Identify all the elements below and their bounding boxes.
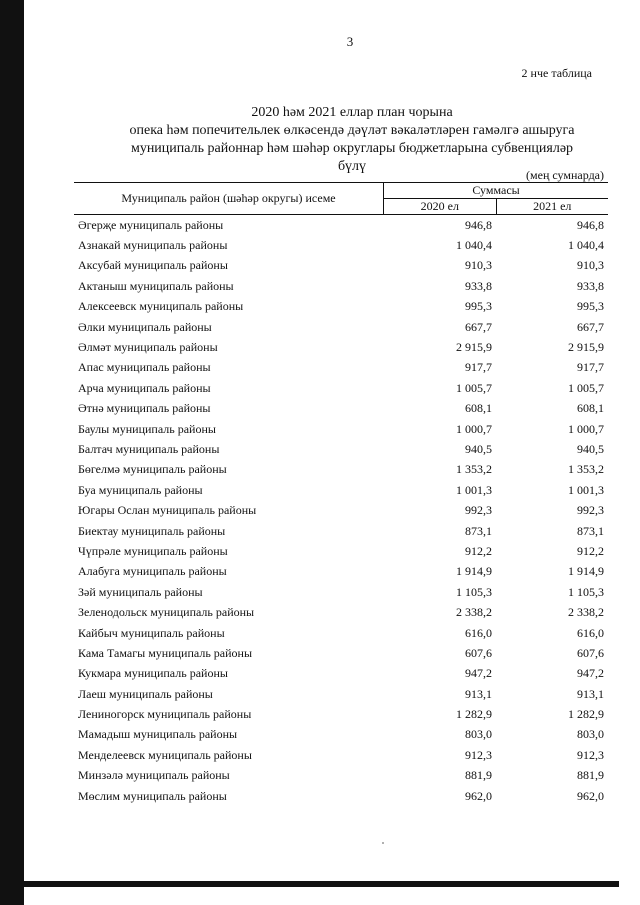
table-row bbox=[74, 215, 608, 236]
amount-2021-cell: 873,1 bbox=[577, 523, 604, 538]
amount-2020-cell: 995,3 bbox=[465, 299, 493, 314]
amount-2021-cell: 917,7 bbox=[577, 360, 604, 375]
district-name-cell: Буа муниципаль районы bbox=[78, 482, 203, 497]
table-row bbox=[74, 602, 608, 622]
amount-2021-cell: 1 005,7 bbox=[568, 380, 604, 395]
amount-2021-cell: 913,1 bbox=[577, 686, 604, 701]
table-row bbox=[74, 541, 608, 561]
table-row bbox=[74, 378, 608, 398]
district-name-cell: Кукмара муниципаль районы bbox=[78, 666, 228, 681]
amount-2021-cell: 910,3 bbox=[577, 258, 604, 273]
amount-2021-cell: 933,8 bbox=[577, 278, 604, 293]
district-name-cell: Бөгелмә муниципаль районы bbox=[78, 462, 227, 477]
district-name-cell: Кама Тамагы муниципаль районы bbox=[78, 645, 253, 660]
amount-2020-cell: 1 914,9 bbox=[456, 564, 493, 579]
table-row bbox=[74, 582, 608, 602]
district-name-cell: Әгерҗе муниципаль районы bbox=[78, 217, 224, 232]
table-row bbox=[74, 745, 608, 765]
table-row bbox=[74, 664, 608, 684]
document-title bbox=[92, 104, 612, 176]
district-name-cell: Биектау муниципаль районы bbox=[78, 523, 226, 538]
district-name-cell: Алексеевск муниципаль районы bbox=[78, 299, 244, 314]
district-name-cell: Актаныш муниципаль районы bbox=[78, 278, 234, 293]
amount-2020-cell: 912,3 bbox=[465, 747, 493, 762]
amount-2021-cell: 1 040,4 bbox=[568, 238, 604, 253]
table-row bbox=[74, 623, 608, 643]
amount-2021-cell: 947,2 bbox=[577, 666, 604, 681]
title-line: 2020 һәм 2021 еллар план чорына bbox=[251, 105, 453, 120]
table-row bbox=[74, 704, 608, 724]
amount-2020-cell: 873,1 bbox=[465, 523, 493, 538]
table-row bbox=[74, 500, 608, 520]
amount-2020-cell: 962,0 bbox=[465, 788, 493, 803]
district-name-cell: Мамадыш муниципаль районы bbox=[78, 727, 238, 742]
amount-2021-cell: 992,3 bbox=[577, 503, 604, 518]
amount-2021-cell: 912,2 bbox=[577, 543, 604, 558]
title-line: муниципаль районнар һәм шәһәр округлары бюджетларына субвенцияләр bbox=[130, 141, 574, 156]
amount-2020-cell: 1 282,9 bbox=[456, 707, 493, 722]
amount-2021-cell: 667,7 bbox=[577, 319, 604, 334]
district-name-cell: Лаеш муниципаль районы bbox=[78, 686, 213, 701]
amount-2020-cell: 2 915,9 bbox=[456, 340, 493, 355]
table-row bbox=[74, 399, 608, 419]
amount-2021-cell: 1 000,7 bbox=[568, 421, 604, 436]
amount-2020-cell: 913,1 bbox=[465, 686, 493, 701]
scan-artifact bbox=[382, 842, 384, 844]
table-row bbox=[74, 643, 608, 663]
header-year-2021: 2021 ел bbox=[496, 199, 608, 215]
district-name-cell: Баулы муниципаль районы bbox=[78, 421, 216, 436]
amount-2021-cell: 2 915,9 bbox=[568, 340, 604, 355]
district-name-cell: Мөслим муниципаль районы bbox=[78, 788, 227, 803]
table-row bbox=[74, 725, 608, 745]
amount-2020-cell: 803,0 bbox=[465, 727, 493, 742]
amount-2021-cell: 1 353,2 bbox=[568, 462, 604, 477]
scan-border-left bbox=[0, 0, 24, 905]
table-row bbox=[74, 256, 608, 276]
district-name-cell: Әлмәт муниципаль районы bbox=[78, 340, 218, 355]
table-row bbox=[74, 766, 608, 786]
amount-2020-cell: 667,7 bbox=[465, 319, 493, 334]
header-amount: Суммасы bbox=[384, 183, 608, 199]
district-name-cell: Әтнә муниципаль районы bbox=[78, 401, 211, 416]
district-name-cell: Арча муниципаль районы bbox=[78, 380, 211, 395]
table-row bbox=[74, 439, 608, 459]
district-name-cell: Аксубай муниципаль районы bbox=[78, 258, 228, 273]
amount-2021-cell: 912,3 bbox=[577, 747, 604, 762]
table-row bbox=[74, 419, 608, 439]
amount-2020-cell: 1 105,3 bbox=[456, 584, 493, 599]
amount-2020-cell: 1 001,3 bbox=[456, 482, 493, 497]
amount-2020-cell: 1 000,7 bbox=[456, 421, 493, 436]
amount-2021-cell: 1 282,9 bbox=[568, 707, 604, 722]
units-note: (мең сумнарда) bbox=[526, 168, 604, 182]
table-body bbox=[74, 215, 608, 807]
district-name-cell: Югары Ослан муниципаль районы bbox=[78, 503, 257, 518]
amount-2021-cell: 616,0 bbox=[577, 625, 604, 640]
amount-2020-cell: 608,1 bbox=[465, 401, 493, 416]
amount-2021-cell: 1 001,3 bbox=[568, 482, 604, 497]
district-name-cell: Әлки муниципаль районы bbox=[78, 319, 212, 334]
amount-2021-cell: 608,1 bbox=[577, 401, 604, 416]
amount-2021-cell: 803,0 bbox=[577, 727, 604, 742]
district-name-cell: Апас муниципаль районы bbox=[78, 360, 211, 375]
district-name-cell: Кайбыч муниципаль районы bbox=[78, 625, 225, 640]
amount-2021-cell: 962,0 bbox=[577, 788, 604, 803]
header-year-2020: 2020 ел bbox=[384, 199, 496, 215]
table-number-label: 2 нче таблица bbox=[521, 66, 592, 80]
table-row bbox=[74, 521, 608, 541]
district-name-cell: Зәй муниципаль районы bbox=[78, 584, 203, 599]
amount-2021-cell: 881,9 bbox=[577, 768, 604, 783]
amount-2021-cell: 2 338,2 bbox=[568, 605, 604, 620]
title-line: опека һәм попечительлек өлкәсендә дәүләт вәкаләтләрен гамәлгә ашыруга bbox=[129, 123, 575, 138]
amount-2020-cell: 917,7 bbox=[465, 360, 493, 375]
table-row bbox=[74, 276, 608, 296]
amount-2020-cell: 2 338,2 bbox=[456, 605, 493, 620]
table-row bbox=[74, 337, 608, 357]
amount-2020-cell: 946,8 bbox=[465, 217, 493, 232]
district-name-cell: Азнакай муниципаль районы bbox=[78, 238, 228, 253]
district-name-cell: Лениногорск муниципаль районы bbox=[78, 707, 252, 722]
table-row bbox=[74, 235, 608, 255]
amount-2020-cell: 912,2 bbox=[465, 543, 493, 558]
amount-2021-cell: 946,8 bbox=[577, 217, 604, 232]
district-name-cell: Алабуга муниципаль районы bbox=[78, 564, 227, 579]
amount-2020-cell: 1 353,2 bbox=[456, 462, 493, 477]
district-name-cell: Зеленодольск муниципаль районы bbox=[78, 605, 255, 620]
table-row bbox=[74, 786, 608, 806]
amount-2020-cell: 1 040,4 bbox=[456, 238, 493, 253]
amount-2020-cell: 607,6 bbox=[465, 645, 493, 660]
district-name-cell: Чүпрәле муниципаль районы bbox=[78, 543, 228, 558]
subvention-table bbox=[74, 182, 608, 806]
amount-2020-cell: 947,2 bbox=[465, 666, 493, 681]
table-row bbox=[74, 358, 608, 378]
table-row bbox=[74, 684, 608, 704]
amount-2020-cell: 933,8 bbox=[465, 278, 493, 293]
table-row bbox=[74, 297, 608, 317]
amount-2020-cell: 881,9 bbox=[465, 768, 493, 783]
district-name-cell: Менделеевск муниципаль районы bbox=[78, 747, 252, 762]
amount-2021-cell: 995,3 bbox=[577, 299, 604, 314]
district-name-cell: Балтач муниципаль районы bbox=[78, 441, 220, 456]
amount-2021-cell: 940,5 bbox=[577, 441, 604, 456]
amount-2020-cell: 992,3 bbox=[465, 503, 493, 518]
amount-2020-cell: 616,0 bbox=[465, 625, 493, 640]
amount-2020-cell: 940,5 bbox=[465, 441, 493, 456]
amount-2021-cell: 1 914,9 bbox=[568, 564, 604, 579]
table-row bbox=[74, 317, 608, 337]
amount-2021-cell: 607,6 bbox=[577, 645, 604, 660]
header-district-name: Муниципаль район (шәһәр округы) исеме bbox=[74, 183, 384, 215]
district-name-cell: Минзәлә муниципаль районы bbox=[78, 768, 230, 783]
page-number: 3 bbox=[346, 34, 354, 49]
amount-2020-cell: 1 005,7 bbox=[456, 380, 493, 395]
table-row bbox=[74, 480, 608, 500]
table-row bbox=[74, 562, 608, 582]
amount-2021-cell: 1 105,3 bbox=[568, 584, 604, 599]
scan-border-bottom bbox=[24, 881, 619, 887]
table-row bbox=[74, 460, 608, 480]
title-line: бүлү bbox=[337, 159, 367, 174]
amount-2020-cell: 910,3 bbox=[465, 258, 493, 273]
